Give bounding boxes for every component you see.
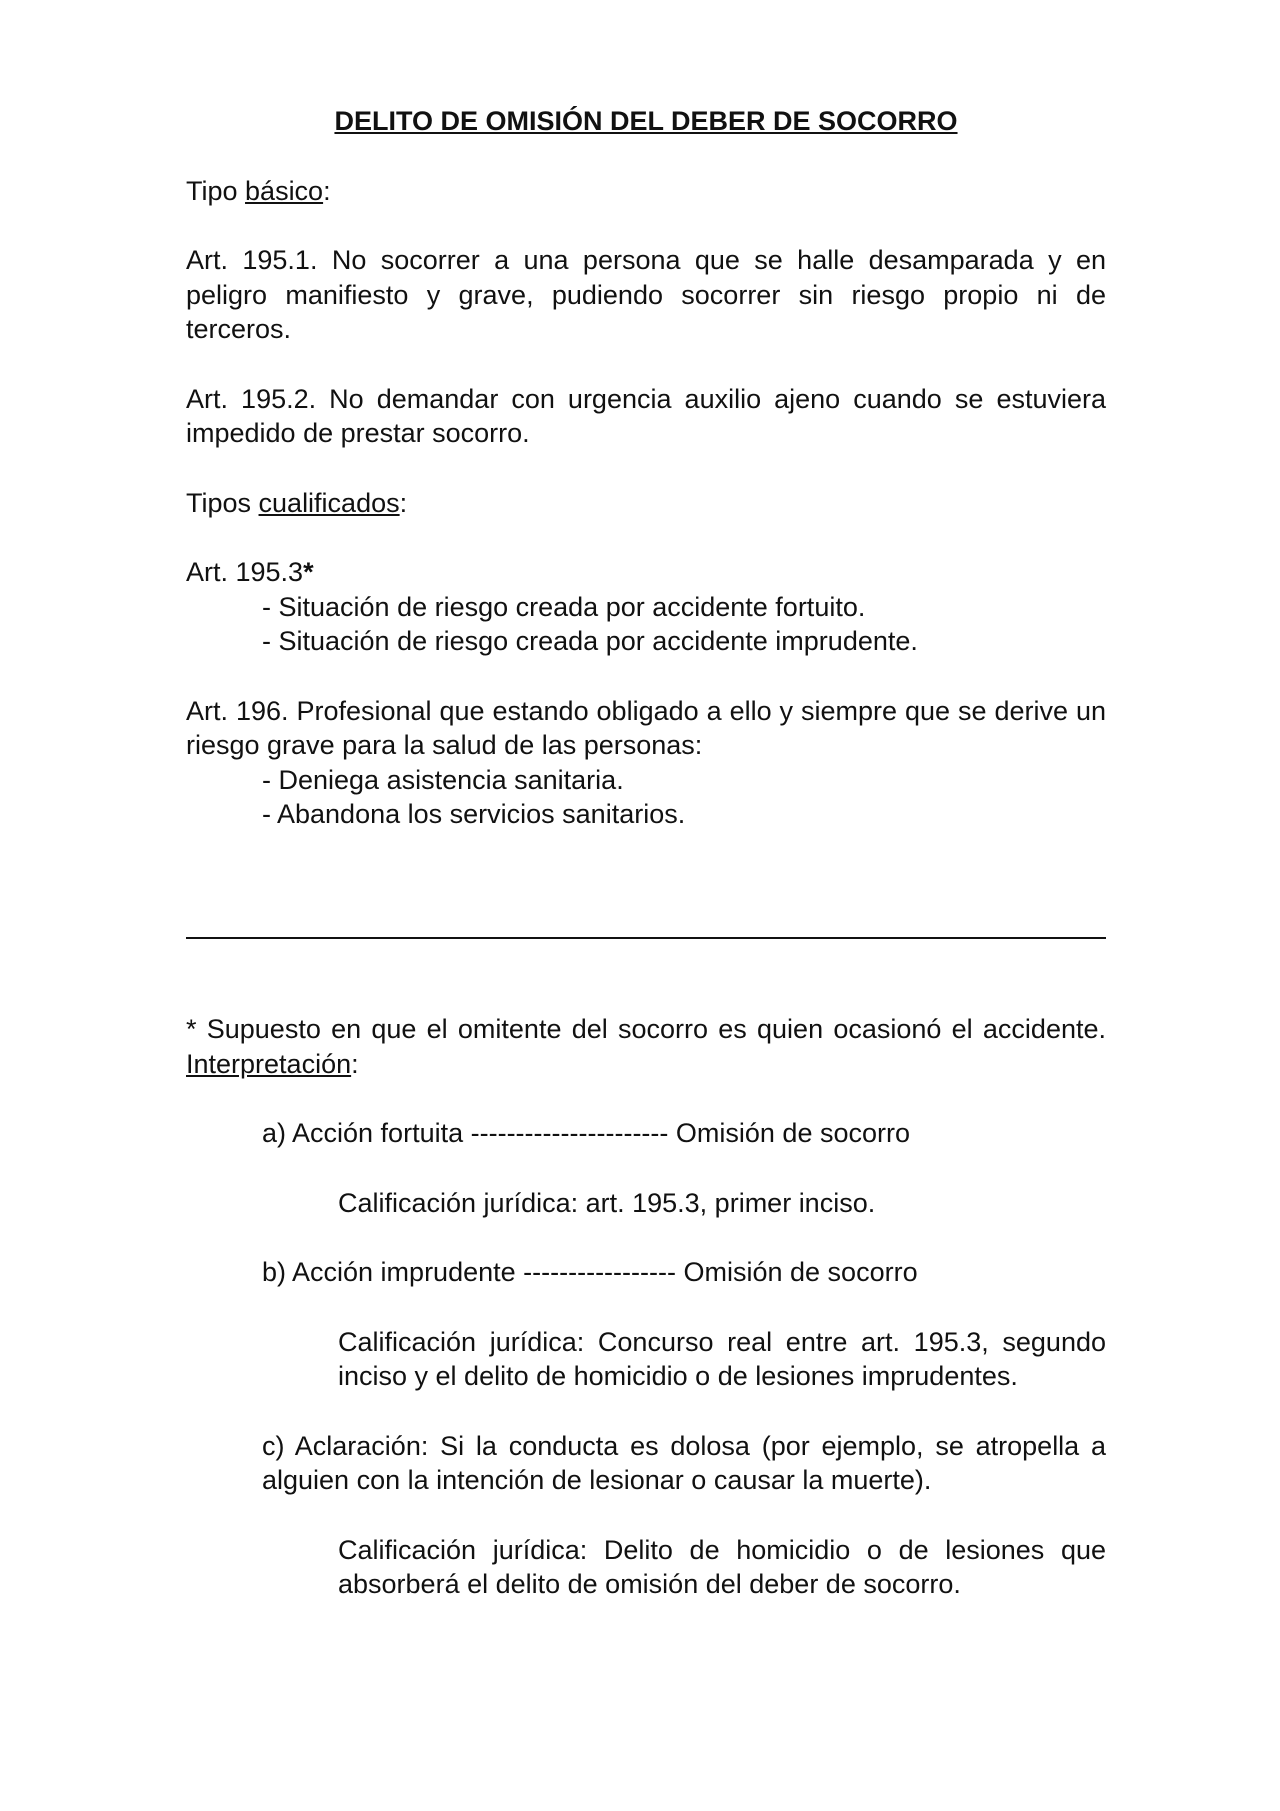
basic-type-heading: Tipo básico: xyxy=(186,175,331,206)
document-body xyxy=(186,104,1106,832)
footnote-divider xyxy=(186,937,1106,939)
case-c-qualification: Calificación jurídica: Delito de homicidio o de lesiones que absorberá el delito de omisión del deber de socorro. xyxy=(338,1534,1106,1599)
list-item: - Deniega asistencia sanitaria. xyxy=(262,764,624,795)
article-195-3-heading: Art. 195.3* xyxy=(186,557,314,587)
case-c: c) Aclaración: Si la conducta es dolosa (por ejemplo, se atropella a alguien con la intención de lesionar o causar la muerte). xyxy=(262,1430,1106,1495)
article-196: Art. 196. Profesional que estando obligado a ello y siempre que se derive un riesgo grave para la salud de las personas: xyxy=(186,695,1106,760)
case-b: b) Acción imprudente ----------------- Omisión de socorro xyxy=(262,1257,918,1287)
document-title: DELITO DE OMISIÓN DEL DEBER DE SOCORRO xyxy=(334,106,958,136)
case-a: a) Acción fortuita ---------------------- Omisión de socorro xyxy=(262,1118,910,1148)
case-b-qualification: Calificación jurídica: Concurso real entre art. 195.3, segundo inciso y el delito de homicidio o de lesiones imprudentes. xyxy=(338,1326,1106,1391)
list-item: - Situación de riesgo creada por accidente imprudente. xyxy=(262,626,918,656)
basic-type-label: básico xyxy=(245,175,324,206)
footnote-marker: * xyxy=(303,557,314,587)
qualified-types-label: cualificados xyxy=(258,487,400,518)
qualified-types-heading: Tipos cualificados: xyxy=(186,487,408,518)
list-item: - Situación de riesgo creada por accidente fortuito. xyxy=(262,591,866,622)
article-195-1: Art. 195.1. No socorrer a una persona que se halle desamparada y en peligro manifiesto y grave, pudiendo socorrer sin riesgo propio ni de terceros. xyxy=(186,245,1106,344)
case-a-qualification: Calificación jurídica: art. 195.3, primer inciso. xyxy=(338,1187,876,1218)
interpretation-label: Interpretación xyxy=(186,1048,352,1079)
article-195-2: Art. 195.2. No demandar con urgencia auxilio ajeno cuando se estuviera impedido de prestar socorro. xyxy=(186,383,1106,448)
list-item: - Abandona los servicios sanitarios. xyxy=(262,799,686,829)
footnote-intro: * Supuesto en que el omitente del socorro es quien ocasionó el accidente. Interpretación: xyxy=(186,1014,1106,1079)
footnote-section xyxy=(186,1012,1106,1637)
